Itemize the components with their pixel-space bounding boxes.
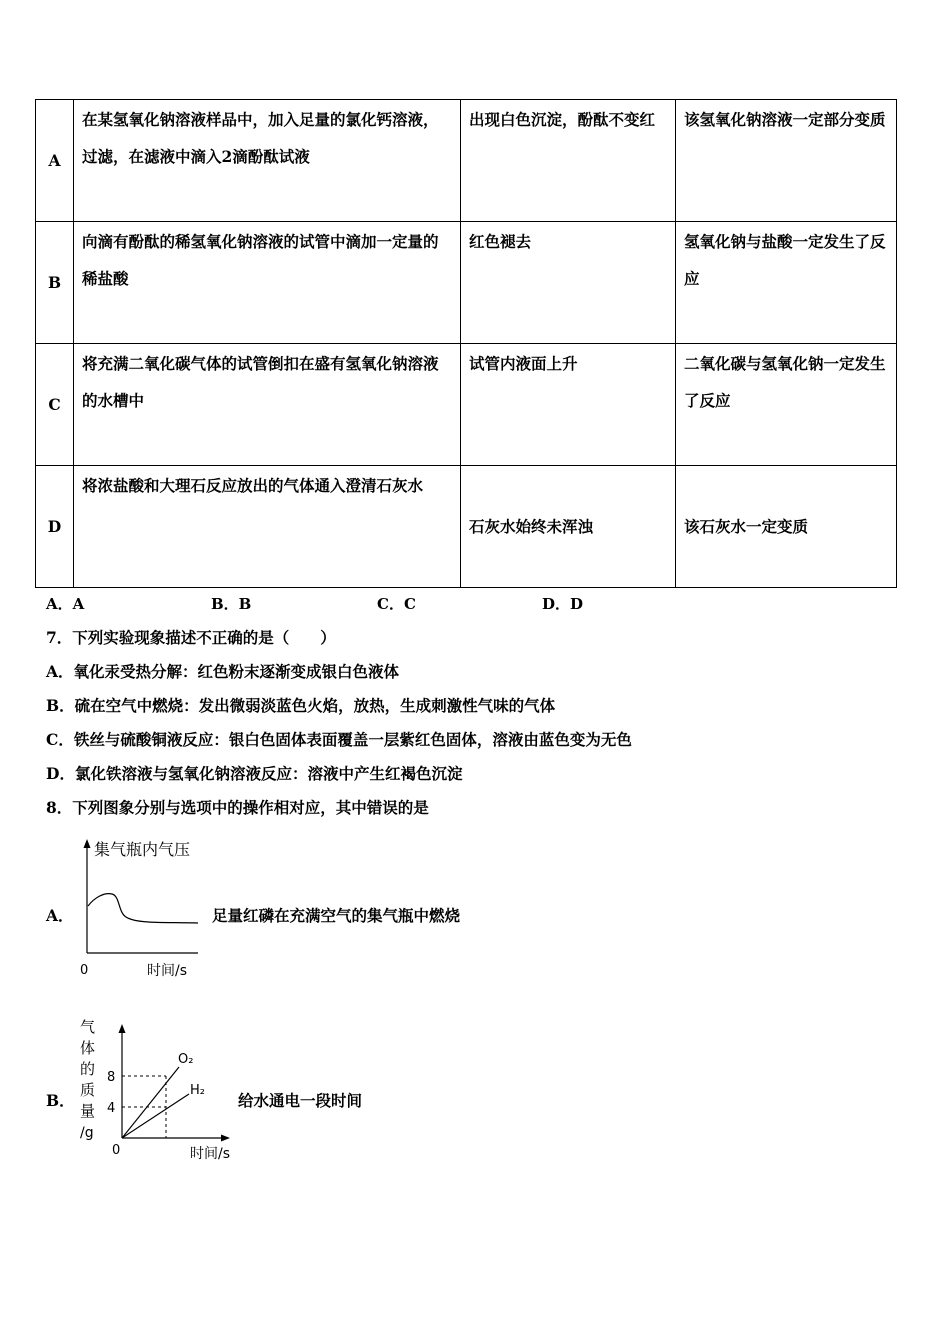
phenomenon-text: 石灰水始终未浑浊 [469, 517, 594, 536]
q8-option-a-letter: A． [46, 906, 74, 925]
phenomenon-cell [461, 466, 676, 588]
y-axis-label-char: /g [80, 1125, 94, 1141]
conclusion-cell [676, 100, 897, 222]
y-axis-label-char: 的 [80, 1060, 96, 1078]
q8-option-b-letter: B． [46, 1091, 75, 1110]
conclusion-text: 该石灰水一定变质 [684, 517, 809, 536]
q7-stem: 7．下列实验现象描述不正确的是（ ） [46, 628, 336, 647]
origin-label: 0 [112, 1143, 121, 1158]
y-axis-arrow-icon [119, 1024, 126, 1033]
q6-option-a: A．A [46, 595, 85, 613]
y-axis-label-char: 质 [80, 1081, 96, 1099]
gas-mass-graph [76, 1014, 236, 1164]
y-axis-arrow-icon [84, 839, 91, 848]
operation-cell [74, 222, 461, 344]
conclusion-cell [676, 344, 897, 466]
y-axis-label-char: 气 [80, 1018, 96, 1036]
y-axis-label-char: 体 [80, 1039, 96, 1057]
x-axis-arrow-icon [221, 1135, 230, 1142]
row-label-cell [36, 344, 74, 466]
x-axis-label: 时间/s [190, 1146, 231, 1162]
table-row [36, 344, 897, 466]
x-axis-label: 时间/s [147, 963, 188, 979]
q8-stem: 8．下列图象分别与选项中的操作相对应，其中错误的是 [46, 798, 429, 817]
q7-option-d: D．氯化铁溶液与氢氧化钠溶液反应：溶液中产生红褐色沉淀 [46, 764, 463, 783]
q7-option-c: C．铁丝与硫酸铜液反应：银白色固体表面覆盖一层紫红色固体，溶液由蓝色变为无色 [46, 730, 632, 749]
tick-label-8: 8 [107, 1070, 116, 1085]
phenomenon-cell [461, 100, 676, 222]
operation-text: 将浓盐酸和大理石反应放出的气体通入澄清石灰水 [82, 476, 424, 495]
row-label: A [48, 151, 61, 170]
row-label: C [48, 395, 61, 414]
operation-cell [74, 100, 461, 222]
conclusion-text: 二氧化碳与氢氧化钠一定发生了反应 [684, 354, 886, 410]
operation-cell [74, 344, 461, 466]
operation-text: 在某氢氧化钠溶液样品中，加入足量的氯化钙溶液，过滤，在滤液中滴入2滴酚酞试液 [82, 110, 439, 166]
q7-option-a: A．氧化汞受热分解：红色粉末逐渐变成银白色液体 [46, 662, 400, 681]
series-o2-label: O₂ [178, 1052, 194, 1067]
operation-cell [74, 466, 461, 588]
table-row [36, 466, 897, 588]
conclusion-cell [676, 466, 897, 588]
operation-text: 向滴有酚酞的稀氢氧化钠溶液的试管中滴加一定量的稀盐酸 [82, 232, 439, 288]
y-axis-label: 集气瓶内气压 [94, 840, 191, 859]
q7-option-b: B．硫在空气中燃烧：发出微弱淡蓝色火焰，放热，生成刺激性气味的气体 [46, 696, 556, 715]
table-row [36, 100, 897, 222]
phenomenon-text: 试管内液面上升 [469, 354, 578, 373]
conclusion-text: 氢氧化钠与盐酸一定发生了反应 [684, 232, 886, 288]
q8-option-b-description: 给水通电一段时间 [238, 1091, 363, 1110]
series-h2-label: H₂ [190, 1083, 205, 1098]
conclusion-text: 该氢氧化钠溶液一定部分变质 [684, 110, 886, 129]
row-label-cell [36, 466, 74, 588]
row-label-cell [36, 100, 74, 222]
conclusion-cell [676, 222, 897, 344]
phenomenon-text: 出现白色沉淀，酚酞不变红 [469, 110, 656, 129]
tick-label-4: 4 [107, 1101, 116, 1116]
row-label-cell [36, 222, 74, 344]
table-row [36, 222, 897, 344]
q6-option-d: D．D [542, 595, 584, 613]
q8-option-a-description: 足量红磷在充满空气的集气瓶中燃烧 [212, 906, 461, 925]
pressure-curve [88, 894, 198, 923]
row-label: B [47, 273, 62, 292]
q6-option-b: B．B [211, 595, 252, 613]
phenomenon-cell [461, 222, 676, 344]
experiment-table [35, 99, 897, 588]
series-h2-line [122, 1094, 189, 1138]
pressure-graph [76, 836, 206, 981]
operation-text: 将充满二氧化碳气体的试管倒扣在盛有氢氧化钠溶液的水槽中 [82, 354, 439, 410]
phenomenon-text: 红色褪去 [469, 232, 532, 251]
origin-label: 0 [80, 963, 89, 978]
series-o2-line [122, 1067, 179, 1138]
row-label: D [47, 517, 62, 536]
y-axis-label-char: 量 [80, 1102, 96, 1120]
phenomenon-cell [461, 344, 676, 466]
q6-option-c: C．C [377, 595, 416, 613]
